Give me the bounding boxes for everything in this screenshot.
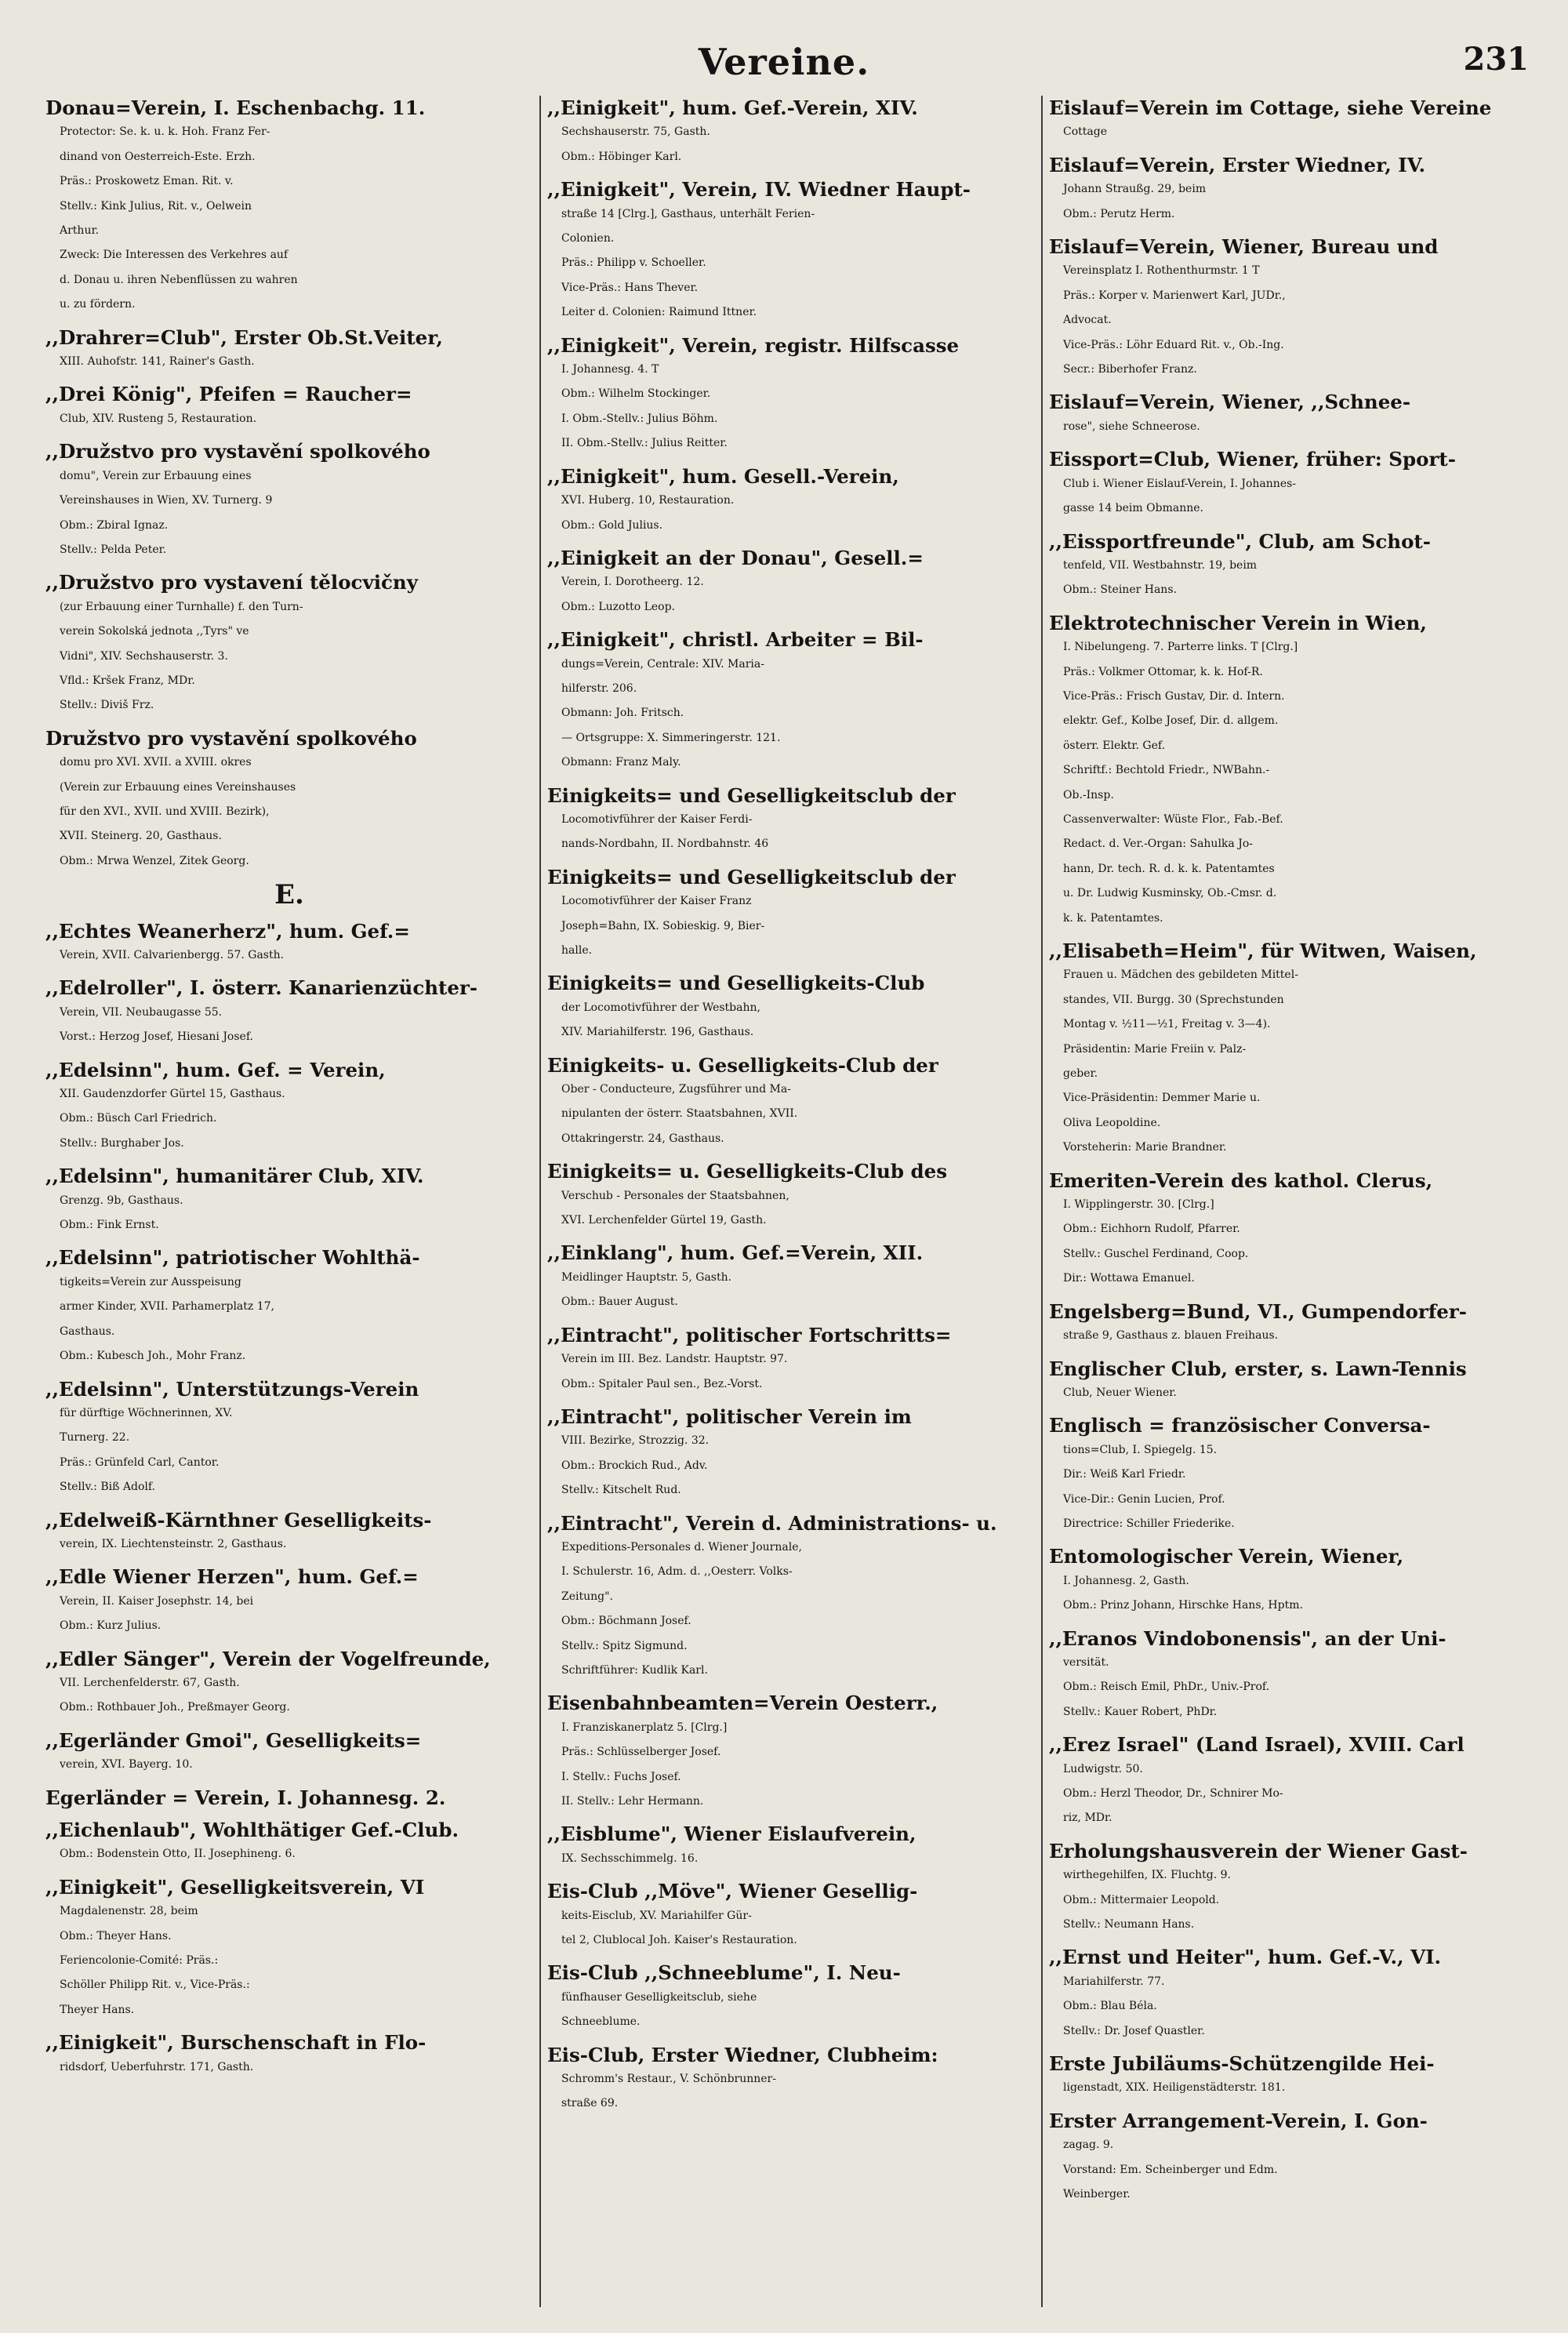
entry-detail-line: Obm.: Bauer August. [561, 1296, 678, 1309]
entry-detail-line: I. Schulerstr. 16, Adm. d. ,,Oesterr. Volks- [561, 1565, 793, 1579]
entry-detail-line: Dir.: Wottawa Emanuel. [1063, 1272, 1195, 1285]
entry-detail-line: Obmann: Franz Maly. [561, 756, 681, 769]
entry-name: ,,Eranos Vindobonensis", an der Uni- [1049, 1626, 1446, 1650]
entry-name: ,,Einigkeit", Burschenschaft in Flo- [45, 2031, 426, 2055]
entry-name: Erholungshausverein der Wiener Gast- [1049, 1839, 1468, 1862]
column-3 [1049, 96, 1537, 2315]
entry-detail-line: I. Nibelungeng. 7. Parterre links. T [Clrg.] [1063, 641, 1298, 654]
page-number: 231 [1463, 41, 1529, 78]
entry-name: Eis-Club ,,Schneeblume", I. Neu- [547, 1961, 901, 1985]
entry-name: ,,Einklang", hum. Gef.=Verein, XII. [547, 1241, 924, 1265]
entry-detail-line: Stellv.: Guschel Ferdinand, Coop. [1063, 1247, 1249, 1260]
directory-entry [547, 1511, 1035, 1684]
entry-detail-line: Obm.: Brockich Rud., Adv. [561, 1459, 708, 1472]
column-divider [1041, 96, 1043, 2307]
entry-name: ,,Einigkeit", hum. Gef.-Verein, XIV. [547, 96, 918, 119]
entry-detail-line: Präs.: Grünfeld Carl, Cantor. [60, 1455, 220, 1469]
entry-detail-line: k. k. Patentamtes. [1063, 911, 1163, 925]
entry-detail-line: Präs.: Proskowetz Eman. Rit. v. [60, 175, 234, 188]
entry-detail-line: Redact. d. Ver.-Organ: Sahulka Jo- [1063, 838, 1253, 851]
entry-name: Eislauf=Verein im Cottage, siehe Vereine [1049, 96, 1492, 119]
entry-name: Eis-Club, Erster Wiedner, Clubheim: [547, 2043, 938, 2066]
directory-entry [45, 2030, 533, 2080]
entry-detail-line: für den XVI., XVII. und XVIII. Bezirk), [60, 805, 270, 818]
entry-detail-line: ridsdorf, Ueberfuhrstr. 171, Gasth. [60, 2060, 254, 2073]
entry-name: Erster Arrangement-Verein, I. Gon- [1049, 2109, 1428, 2132]
entry-detail-line: Leiter d. Colonien: Raimund Ittner. [561, 306, 757, 319]
directory-entry [45, 325, 533, 375]
entry-detail-line: Präsidentin: Marie Freiin v. Palz- [1063, 1042, 1247, 1056]
entry-name: ,,Elisabeth=Heim", für Witwen, Waisen, [1049, 939, 1477, 962]
entry-name: ,,Drei König", Pfeifen = Raucher= [45, 383, 412, 406]
directory-entry [1049, 234, 1537, 382]
entry-detail-line: Montag v. ½11—½1, Freitag v. 3—4). [1063, 1018, 1271, 1031]
directory-entry [45, 439, 533, 562]
directory-entry [45, 1058, 533, 1157]
entry-detail-line: Gasthaus. [60, 1325, 115, 1338]
column-divider [539, 96, 541, 2307]
entry-name: ,,Echtes Weanerherz", hum. Gef.= [45, 919, 410, 943]
entry-detail-line: verein, IX. Liechtensteinstr. 2, Gasthaus. [60, 1537, 287, 1550]
directory-entry [1049, 1626, 1537, 1725]
entry-detail-line: Locomotivführer der Kaiser Franz [561, 895, 752, 908]
entry-detail-line: Obm.: Perutz Herm. [1063, 207, 1175, 220]
entry-detail-line: österr. Elektr. Gef. [1063, 739, 1166, 752]
entry-detail-line: Secr.: Biberhofer Franz. [1063, 363, 1197, 376]
entry-detail-line: VIII. Bezirke, Strozzig. 32. [561, 1434, 710, 1448]
entry-name: Eislauf=Verein, Wiener, Bureau und [1049, 235, 1439, 259]
entry-detail-line: Obm.: Theyer Hans. [60, 1929, 172, 1942]
entry-detail-line: rose", siehe Schneerose. [1063, 420, 1200, 433]
directory-entry [45, 726, 533, 874]
entry-detail-line: tions=Club, I. Spiegelg. 15. [1063, 1443, 1218, 1456]
directory-entry [45, 1786, 533, 1810]
entry-detail-line: für dürftige Wöchnerinnen, XV. [60, 1406, 233, 1419]
directory-entry [547, 1405, 1035, 1503]
entry-detail-line: XVI. Huberg. 10, Restauration. [561, 494, 735, 507]
entry-detail-line: Obm.: Mittermaier Leopold. [1063, 1893, 1220, 1906]
entry-name: ,,Edelsinn", hum. Gef. = Verein, [45, 1058, 386, 1081]
entry-name: Eisenbahnbeamten=Verein Oesterr., [547, 1692, 938, 1715]
directory-entry [547, 627, 1035, 775]
entry-name: ,,Eintracht", politischer Verein im [547, 1405, 912, 1428]
entry-detail-line: nipulanten der österr. Staatsbahnen, XVII. [561, 1107, 798, 1121]
entry-detail-line: Vorsteherin: Marie Brandner. [1063, 1141, 1227, 1154]
entry-detail-line: Verein, XVII. Calvarienbergg. 57. Gasth. [60, 949, 285, 961]
directory-entry [45, 1647, 533, 1721]
entry-detail-line: Stellv.: Diviš Frz. [60, 699, 154, 712]
entry-detail-line: verein Sokolská jednota ,,Tyrs" ve [60, 625, 249, 638]
entry-name: ,,Einigkeit an der Donau", Gesell.= [547, 546, 924, 569]
directory-entry [45, 919, 533, 968]
entry-detail-line: riz, MDr. [1063, 1812, 1112, 1825]
entry-name: Eislauf=Verein, Wiener, ,,Schnee- [1049, 391, 1411, 414]
directory-entry [547, 464, 1035, 538]
entry-detail-line: wirthegehilfen, IX. Fluchtg. 9. [1063, 1869, 1231, 1882]
entry-detail-line: Stellv.: Kitschelt Rud. [561, 1484, 681, 1497]
entry-detail-line: Präs.: Schlüsselberger Josef. [561, 1746, 721, 1759]
entry-detail-line: Club, XIV. Rusteng 5, Restauration. [60, 412, 257, 425]
entry-detail-line: XVII. Steinerg. 20, Gasthaus. [60, 830, 222, 843]
directory-entry [1049, 153, 1537, 227]
entry-name: ,,Edelsinn", patriotischer Wohlthä- [45, 1246, 420, 1270]
entry-detail-line: Obm.: Bodenstein Otto, II. Josephineng. 6. [60, 1848, 296, 1861]
directory-entry [547, 1879, 1035, 1953]
entry-detail-line: Obm.: Rothbauer Joh., Preßmayer Georg. [60, 1701, 290, 1714]
entry-detail-line: fünfhauser Geselligkeitsclub, siehe [561, 1990, 757, 2004]
entry-detail-line: versität. [1063, 1655, 1109, 1669]
entry-detail-line: Sechshauserstr. 75, Gasth. [561, 125, 710, 139]
entry-detail-line: Schromm's Restaur., V. Schönbrunner- [561, 2073, 776, 2086]
entry-detail-line: II. Stellv.: Lehr Hermann. [561, 1795, 704, 1808]
directory-entry [45, 976, 533, 1049]
entry-name: Einigkeits= und Geselligkeitsclub der [547, 783, 956, 807]
entry-detail-line: d. Donau u. ihren Nebenflüssen zu wahren [60, 273, 298, 286]
entry-detail-line: Schneeblume. [561, 2015, 641, 2029]
directory-entry [1049, 939, 1537, 1161]
entry-name: Eissport=Club, Wiener, früher: Sport- [1049, 448, 1456, 471]
entry-detail-line: elektr. Gef., Kolbe Josef, Dir. d. allgem. [1063, 714, 1279, 728]
entry-name: ,,Einigkeit", Geselligkeitsverein, VI [45, 1875, 425, 1899]
entry-name: ,,Edler Sänger", Verein der Vogelfreunde, [45, 1647, 491, 1670]
entry-name: Eislauf=Verein, Erster Wiedner, IV. [1049, 153, 1425, 176]
entry-detail-line: XIV. Mariahilferstr. 196, Gasthaus. [561, 1026, 754, 1039]
entry-name: ,,Eintracht", Verein d. Administrations- u. [547, 1511, 997, 1535]
entry-detail-line: hann, Dr. tech. R. d. k. k. Patentamtes [1063, 862, 1275, 875]
entry-detail-line: I. Franziskanerplatz 5. [Clrg.] [561, 1721, 728, 1734]
entry-detail-line: Vorst.: Herzog Josef, Hiesani Josef. [60, 1030, 253, 1044]
entry-detail-line: I. Obm.-Stellv.: Julius Böhm. [561, 412, 718, 425]
entry-detail-line: Protector: Se. k. u. k. Hoh. Franz Fer- [60, 125, 270, 139]
directory-entry [1049, 529, 1537, 603]
entry-detail-line: I. Stellv.: Fuchs Josef. [561, 1770, 681, 1783]
entry-name: ,,Eichenlaub", Wohlthätiger Gef.-Club. [45, 1819, 459, 1841]
entry-detail-line: Obm.: Böchmann Josef. [561, 1615, 691, 1628]
entry-detail-line: Obm.: Höbinger Karl. [561, 150, 682, 163]
entry-detail-line: standes, VII. Burgg. 30 (Sprechstunden [1063, 993, 1284, 1006]
entry-detail-line: Joseph=Bahn, IX. Sobieskig. 9, Bier- [561, 919, 765, 932]
entry-name: Eis-Club ,,Möve", Wiener Gesellig- [547, 1880, 918, 1903]
entry-name: ,,Egerländer Gmoi", Geselligkeits= [45, 1728, 422, 1752]
entry-name: Egerländer = Verein, I. Johannesg. 2. [45, 1786, 446, 1809]
directory-entry [45, 1818, 533, 1867]
entry-detail-line: Ob.-Insp. [1063, 788, 1114, 801]
entry-detail-line: Vice-Präsidentin: Demmer Marie u. [1063, 1092, 1261, 1105]
directory-entry [547, 1822, 1035, 1871]
entry-detail-line: Mariahilferstr. 77. [1063, 1975, 1165, 1988]
entry-detail-line: Ottakringerstr. 24, Gasthaus. [561, 1132, 724, 1145]
directory-entry [45, 1377, 533, 1500]
entry-detail-line: Schriftf.: Bechtold Friedr., NWBahn.- [1063, 764, 1270, 777]
entry-detail-line: straße 14 [Clrg.], Gasthaus, unterhält Ferien- [561, 207, 815, 220]
entry-detail-line: Stellv.: Neumann Hans. [1063, 1918, 1195, 1931]
entry-detail-line: Ober - Conducteure, Zugsführer und Ma- [561, 1083, 791, 1096]
entry-detail-line: nands-Nordbahn, II. Nordbahnstr. 46 [561, 838, 769, 851]
entry-name: ,,Einigkeit", christl. Arbeiter = Bil- [547, 628, 924, 652]
directory-entry [45, 1245, 533, 1368]
entry-detail-line: Stellv.: Spitz Sigmund. [561, 1639, 688, 1652]
entry-detail-line: Frauen u. Mädchen des gebildeten Mittel- [1063, 968, 1298, 982]
entry-name: Donau=Verein, I. Eschenbachg. 11. [45, 96, 426, 119]
directory-entry [45, 1728, 533, 1778]
entry-detail-line: — Ortsgruppe: X. Simmeringerstr. 121. [561, 731, 781, 744]
directory-entry [45, 96, 533, 318]
directory-entry [547, 1053, 1035, 1152]
directory-entry [1049, 1413, 1537, 1536]
entry-detail-line: Locomotivführer der Kaiser Ferdi- [561, 812, 753, 826]
entry-detail-line: Obm.: Gold Julius. [561, 518, 663, 532]
entry-name: Einigkeits= und Geselligkeitsclub der [547, 865, 956, 889]
entry-name: ,,Drahrer=Club", Erster Ob.St.Veiter, [45, 325, 443, 349]
directory-entry [547, 1323, 1035, 1397]
entry-name: ,,Ernst und Heiter", hum. Gef.-V., VI. [1049, 1946, 1442, 1969]
directory-entry [547, 1241, 1035, 1314]
directory-entry [45, 1164, 533, 1237]
entry-name: ,,Družstvo pro vystavění spolkového [45, 440, 430, 463]
entry-detail-line: u. Dr. Ludwig Kusminsky, Ob.-Cmsr. d. [1063, 887, 1277, 900]
entry-detail-line: Obm.: Luzotto Leop. [561, 600, 676, 613]
directory-entry [1049, 447, 1537, 521]
entry-name: Einigkeits- u. Geselligkeits-Club der [547, 1053, 938, 1077]
directory-entry [1049, 96, 1537, 145]
directory-entry [1049, 1945, 1537, 2044]
entry-detail-line: Verein, VII. Neubaugasse 55. [60, 1005, 223, 1019]
directory-entry [547, 96, 1035, 169]
entry-detail-line: Directrice: Schiller Friederike. [1063, 1517, 1235, 1530]
entry-name: ,,Edelroller", I. österr. Kanarienzüchter- [45, 976, 478, 1000]
entry-detail-line: Grenzg. 9b, Gasthaus. [60, 1194, 183, 1207]
directory-entry [547, 1961, 1035, 2034]
entry-name: Einigkeits= u. Geselligkeits-Club des [547, 1160, 948, 1183]
directory-entry [45, 1564, 533, 1638]
entry-detail-line: tel 2, Clublocal Joh. Kaiser's Restauration. [561, 1934, 797, 1947]
entry-name: Erste Jubiläums-Schützengilde Hei- [1049, 2052, 1435, 2076]
entry-detail-line: Vorstand: Em. Scheinberger und Edm. [1063, 2163, 1278, 2176]
entry-detail-line: Stellv.: Dr. Josef Quastler. [1063, 2024, 1205, 2037]
entry-detail-line: Johann Straußg. 29, beim [1063, 183, 1207, 196]
entry-detail-line: Zweck: Die Interessen des Verkehres auf [60, 249, 289, 262]
directory-entry [1049, 2051, 1537, 2101]
entry-detail-line: ligenstadt, XIX. Heiligenstädterstr. 181. [1063, 2081, 1286, 2095]
entry-detail-line: Obm.: Reisch Emil, PhDr., Univ.-Prof. [1063, 1681, 1270, 1694]
entry-detail-line: Obm.: Herzl Theodor, Dr., Schnirer Mo- [1063, 1787, 1283, 1800]
entry-detail-line: Obm.: Eichhorn Rudolf, Pfarrer. [1063, 1223, 1240, 1236]
entry-detail-line: II. Obm.-Stellv.: Julius Reitter. [561, 437, 728, 450]
entry-detail-line: Obm.: Büsch Carl Friedrich. [60, 1112, 217, 1125]
entry-detail-line: Obm.: Fink Ernst. [60, 1219, 159, 1232]
directory-entry [45, 570, 533, 718]
entry-detail-line: tenfeld, VII. Westbahnstr. 19, beim [1063, 558, 1258, 572]
entry-detail-line: geber. [1063, 1067, 1098, 1081]
directory-entry [547, 333, 1035, 456]
entry-name: Emeriten-Verein des kathol. Clerus, [1049, 1168, 1433, 1192]
directory-entry [1049, 1839, 1537, 1938]
entry-detail-line: Magdalenenstr. 28, beim [60, 1905, 198, 1918]
entry-detail-line: Präs.: Volkmer Ottomar, k. k. Hof-R. [1063, 665, 1263, 678]
entry-name: ,,Einigkeit", Verein, IV. Wiedner Haupt- [547, 178, 971, 202]
entry-detail-line: Obm.: Spitaler Paul sen., Bez.-Vorst. [561, 1377, 763, 1390]
directory-entry [45, 1875, 533, 2022]
entry-detail-line: Vice-Präs.: Hans Thever. [561, 281, 699, 294]
entry-name: ,,Eintracht", politischer Fortschritts= [547, 1323, 952, 1346]
entry-name: ,,Edelsinn", Unterstützungs-Verein [45, 1377, 419, 1401]
entry-detail-line: verein, XVI. Bayerg. 10. [60, 1758, 193, 1772]
entry-name: Einigkeits= und Geselligkeits-Club [547, 972, 925, 995]
entry-detail-line: straße 9, Gasthaus z. blauen Freihaus. [1063, 1329, 1279, 1343]
entry-detail-line: VII. Lerchenfelderstr. 67, Gasth. [60, 1676, 240, 1689]
entry-detail-line: Verschub - Personales der Staatsbahnen, [561, 1189, 789, 1202]
entry-detail-line: der Locomotivführer der Westbahn, [561, 1001, 760, 1014]
entry-detail-line: gasse 14 beim Obmanne. [1063, 502, 1203, 515]
entry-name: ,,Erez Israel" (Land Israel), XVIII. Carl [1049, 1733, 1465, 1757]
entry-detail-line: tigkeits=Verein zur Ausspeisung [60, 1275, 241, 1288]
directory-entry [1049, 1299, 1537, 1349]
entry-detail-line: Obm.: Kurz Julius. [60, 1619, 162, 1633]
entry-detail-line: Stellv.: Kink Julius, Rit. v., Oelwein [60, 199, 252, 213]
directory-entry [1049, 1544, 1537, 1618]
entry-detail-line: Ludwigstr. 50. [1063, 1762, 1143, 1775]
entry-detail-line: Verein im III. Bez. Landstr. Hauptstr. 97. [561, 1353, 788, 1366]
directory-entry [1049, 1168, 1537, 1292]
entry-name: Entomologischer Verein, Wiener, [1049, 1545, 1404, 1568]
directory-entry [1049, 2109, 1537, 2208]
entry-detail-line: Vfld.: Kršek Franz, MDr. [60, 674, 195, 687]
entry-name: Englisch = französischer Conversa- [1049, 1414, 1431, 1437]
entry-detail-line: Cottage [1063, 125, 1107, 139]
directory-entry [45, 382, 533, 431]
entry-name: ,,Edle Wiener Herzen", hum. Gef.= [45, 1565, 419, 1589]
entry-name: ,,Eissportfreunde", Club, am Schot- [1049, 529, 1431, 553]
directory-entry [547, 546, 1035, 620]
entry-detail-line: I. Johannesg. 2, Gasth. [1063, 1574, 1189, 1587]
entry-detail-line: Vice-Präs.: Frisch Gustav, Dir. d. Intern. [1063, 689, 1285, 703]
entry-name: Englischer Club, erster, s. Lawn-Tennis [1049, 1357, 1467, 1380]
entry-detail-line: XII. Gaudenzdorfer Gürtel 15, Gasthaus. [60, 1088, 285, 1101]
entry-detail-line: Verein, II. Kaiser Josephstr. 14, bei [60, 1594, 254, 1608]
entry-detail-line: Zeitung". [561, 1590, 614, 1603]
section-heading: E. [274, 879, 304, 911]
entry-detail-line: (zur Erbauung einer Turnhalle) f. den Turn- [60, 600, 303, 613]
entry-name: ,,Edelweiß-Kärnthner Geselligkeits- [45, 1508, 432, 1532]
entry-detail-line: keits-Eisclub, XV. Mariahilfer Gür- [561, 1909, 752, 1922]
page-title: Vereine. [698, 41, 870, 83]
directory-entry [547, 1159, 1035, 1233]
entry-detail-line: domu", Verein zur Erbauung eines [60, 469, 252, 482]
entry-detail-line: Vereinsplatz I. Rothenthurmstr. 1 T [1063, 264, 1260, 278]
entry-detail-line: armer Kinder, XVII. Parhamerplatz 17, [60, 1300, 274, 1314]
entry-detail-line: (Verein zur Erbauung eines Vereinshauses [60, 780, 296, 794]
entry-name: Elektrotechnischer Verein in Wien, [1049, 611, 1427, 634]
entry-detail-line: Obm.: Blau Béla. [1063, 2000, 1157, 2013]
entry-name: ,,Družstvo pro vystavení tělocvičny [45, 571, 418, 594]
directory-entry [547, 865, 1035, 964]
directory-entry [1049, 611, 1537, 931]
entry-detail-line: Vereinshauses in Wien, XV. Turnerg. 9 [60, 494, 273, 507]
directory-entry [547, 2043, 1035, 2117]
directory-entry [45, 1508, 533, 1557]
entry-detail-line: Weinberger. [1063, 2188, 1131, 2201]
entry-name: Engelsberg=Bund, VI., Gumpendorfer- [1049, 1299, 1467, 1323]
entry-detail-line: Obmann: Joh. Fritsch. [561, 707, 684, 720]
entry-detail-line: Expeditions-Personales d. Wiener Journale, [561, 1540, 802, 1554]
entry-detail-line: IX. Sechsschimmelg. 16. [561, 1852, 699, 1865]
entry-detail-line: Stellv.: Burghaber Jos. [60, 1136, 184, 1150]
entry-detail-line: Vidni", XIV. Sechshauserstr. 3. [60, 649, 228, 663]
entry-name: Družstvo pro vystavění spolkového [45, 726, 417, 750]
directory-entry [547, 1691, 1035, 1814]
entry-name: ,,Edelsinn", humanitärer Club, XIV. [45, 1165, 424, 1188]
directory-entry [547, 783, 1035, 857]
entry-detail-line: Obm.: Steiner Hans. [1063, 583, 1177, 597]
entry-detail-line: Schriftführer: Kudlik Karl. [561, 1663, 708, 1677]
column-1 [45, 96, 533, 2315]
entry-detail-line: Club i. Wiener Eislauf-Verein, I. Johannes- [1063, 477, 1297, 490]
directory-entry [1049, 390, 1537, 439]
entry-detail-line: Obm.: Prinz Johann, Hirschke Hans, Hptm. [1063, 1599, 1303, 1612]
entry-detail-line: Präs.: Philipp v. Schoeller. [561, 256, 706, 270]
entry-detail-line: Theyer Hans. [60, 2003, 135, 2016]
entry-name: ,,Eisblume", Wiener Eislaufverein, [547, 1822, 916, 1846]
entry-detail-line: u. zu fördern. [60, 298, 136, 311]
entry-detail-line: Vice-Präs.: Löhr Eduard Rit. v., Ob.-Ing. [1063, 338, 1284, 351]
entry-detail-line: Advocat. [1063, 314, 1112, 327]
entry-detail-line: domu pro XVI. XVII. a XVIII. okres [60, 756, 252, 769]
entry-name: ,,Einigkeit", hum. Gesell.-Verein, [547, 464, 899, 488]
entry-detail-line: Feriencolonie-Comité: Präs.: [60, 1954, 219, 1968]
entry-detail-line: straße 69. [561, 2097, 619, 2110]
entry-detail-line: Obm.: Kubesch Joh., Mohr Franz. [60, 1350, 246, 1363]
page-header [0, 33, 1568, 96]
entry-detail-line: Präs.: Korper v. Marienwert Karl, JUDr., [1063, 289, 1286, 302]
entry-detail-line: Club, Neuer Wiener. [1063, 1386, 1177, 1399]
entry-detail-line: Obm.: Mrwa Wenzel, Zitek Georg. [60, 854, 249, 867]
entry-detail-line: Turnerg. 22. [60, 1431, 130, 1444]
directory-entry [547, 177, 1035, 325]
entry-detail-line: Obm.: Zbiral Ignaz. [60, 518, 169, 532]
entry-detail-line: Cassenverwalter: Wüste Flor., Fab.-Bef. [1063, 812, 1283, 826]
entry-detail-line: Stellv.: Biß Adolf. [60, 1481, 156, 1494]
entry-detail-line: I. Wipplingerstr. 30. [Clrg.] [1063, 1198, 1214, 1212]
directory-entry [1049, 1357, 1537, 1406]
entry-detail-line: Schöller Philipp Rit. v., Vice-Präs.: [60, 1979, 250, 1992]
entry-detail-line: XVI. Lerchenfelder Gürtel 19, Gasth. [561, 1214, 767, 1227]
directory-entry [547, 971, 1035, 1045]
entry-detail-line: dinand von Oesterreich-Este. Erzh. [60, 150, 256, 163]
entry-detail-line: I. Johannesg. 4. T [561, 363, 659, 376]
entry-detail-line: Meidlinger Hauptstr. 5, Gasth. [561, 1270, 732, 1284]
entry-name: ,,Einigkeit", Verein, registr. Hilfscasse [547, 333, 960, 357]
entry-detail-line: Obm.: Wilhelm Stockinger. [561, 387, 711, 401]
entry-detail-line: halle. [561, 944, 593, 957]
entry-detail-line: Oliva Leopoldine. [1063, 1116, 1161, 1129]
entry-detail-line: XIII. Auhofstr. 141, Rainer's Gasth. [60, 355, 255, 369]
entry-detail-line: Stellv.: Pelda Peter. [60, 543, 167, 556]
entry-detail-line: zagag. 9. [1063, 2139, 1114, 2152]
entry-detail-line: Arthur. [60, 224, 100, 238]
entry-detail-line: Vice-Dir.: Genin Lucien, Prof. [1063, 1492, 1225, 1506]
entry-detail-line: Verein, I. Dorotheerg. 12. [561, 576, 704, 589]
entry-detail-line: Dir.: Weiß Karl Friedr. [1063, 1468, 1186, 1481]
directory-entry [1049, 1732, 1537, 1831]
entry-detail-line: dungs=Verein, Centrale: XIV. Maria- [561, 657, 764, 670]
entry-detail-line: hilferstr. 206. [561, 681, 637, 695]
entry-detail-line: Colonien. [561, 232, 615, 245]
column-2 [547, 96, 1035, 2315]
entry-detail-line: Stellv.: Kauer Robert, PhDr. [1063, 1705, 1218, 1718]
